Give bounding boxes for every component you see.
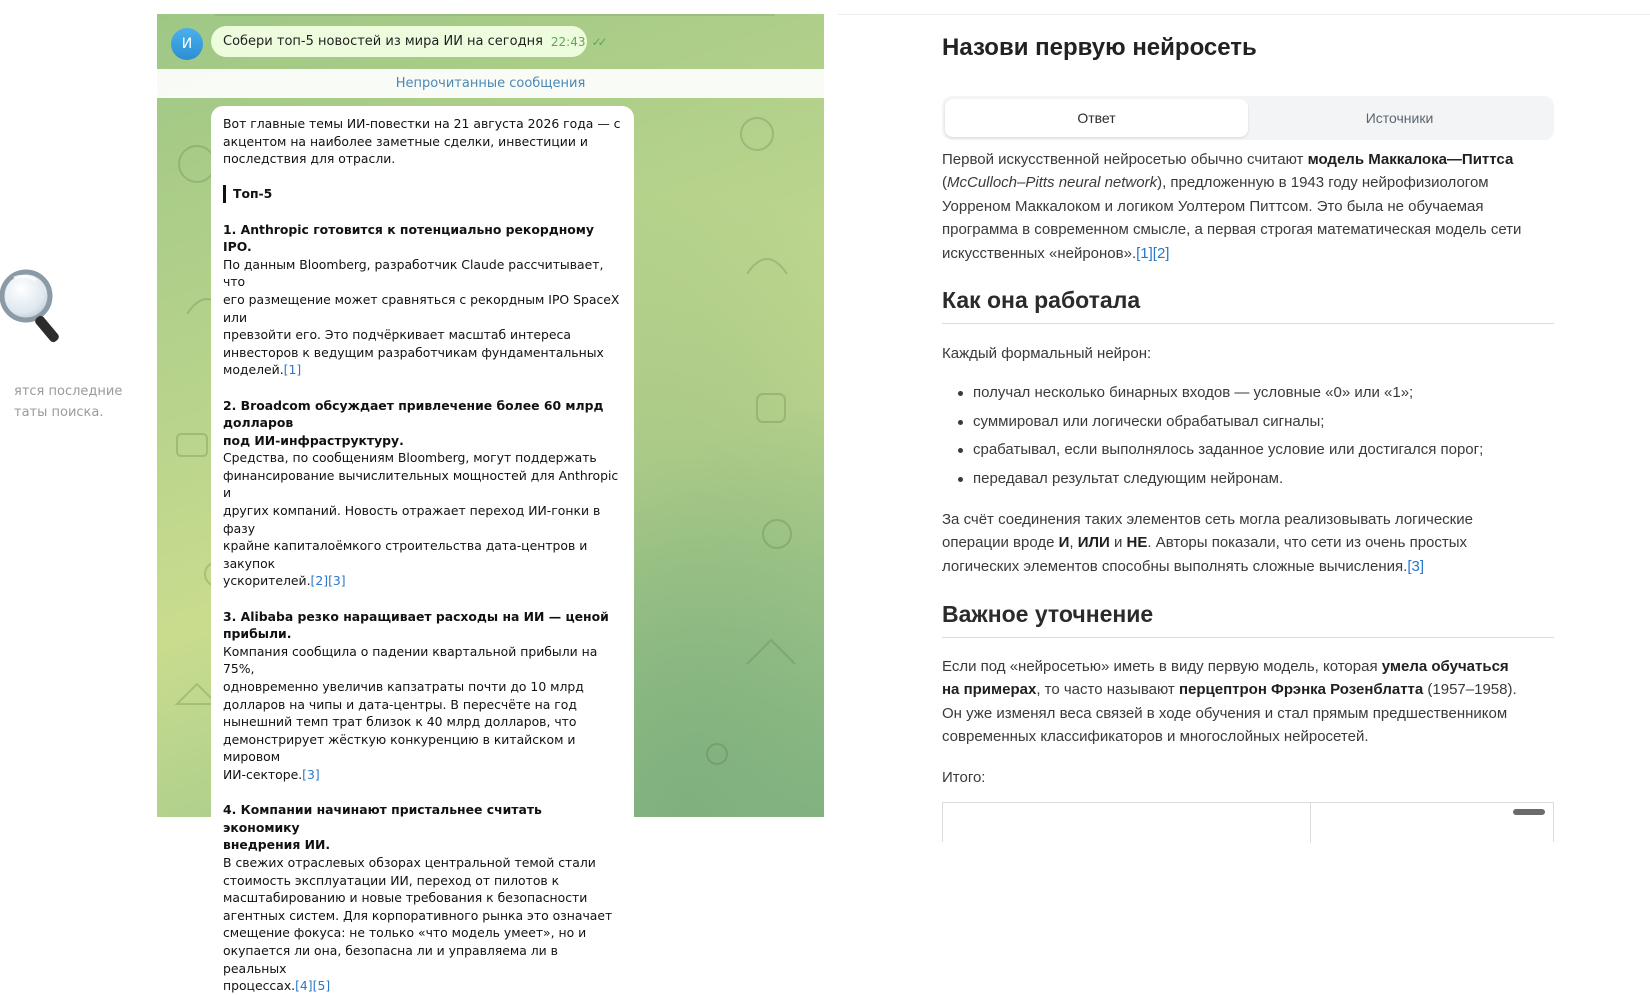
- citation-link[interactable]: [1]: [283, 362, 302, 378]
- table-column-divider: [1310, 803, 1311, 843]
- answer-tabs: [942, 96, 1554, 140]
- outgoing-message[interactable]: [211, 26, 604, 57]
- summary-table: [942, 802, 1554, 842]
- citation-link[interactable]: [2][3]: [310, 573, 346, 589]
- read-checkmarks-icon: ✓✓: [591, 34, 604, 49]
- table-scrollbar[interactable]: [1513, 809, 1545, 815]
- tab-sources[interactable]: Источники: [1365, 110, 1434, 126]
- magnifier-icon: [14, 270, 74, 352]
- neuron-properties-list: [942, 379, 1554, 493]
- question-title: Назови первую нейросеть: [942, 34, 1257, 61]
- answer-paragraph-3: За счёт соединения таких элементов сеть могла реализовывать логические операции вроде И, ИЛИ и НЕ. Авторы показали, что сети из очень простых логических элементов способны выполнять сложные вычисления.[3]: [942, 511, 1473, 575]
- message-time: 22:43: [550, 34, 586, 49]
- previous-message-edge: [215, 14, 775, 16]
- answer-panel: [942, 14, 1562, 825]
- answer-paragraph-1: Первой искусственной нейросетью обычно считают модель Маккалока—Питтса (McCulloch–Pitts neural network), предложенную в 1943 году нейрофизиологом Уорреном Маккалоком и логиком Уолтером Питтсом. Это была не обучаемая программа в современном смысле, а первая строгая математическая модель сети искусственных «нейронов».[1][2]: [942, 151, 1522, 262]
- section-heading-note: Важное уточнение: [942, 601, 1554, 638]
- answer-paragraph-4: Если под «нейросетью» иметь в виду первую модель, которая умела обучаться на примерах, то часто называют перцептрон Фрэнка Розенблатта (1957–1958). Он уже изменял веса связей в ходе обучения и стал прямым предшественником современных классификаторов и многослойных нейросетей.: [942, 658, 1517, 746]
- section-heading: Топ-5: [223, 185, 622, 203]
- search-hint-text: [14, 381, 156, 423]
- unread-messages-divider: Непрочитанные сообщения: [157, 69, 824, 98]
- answer-paragraph-5: Итого:: [942, 769, 986, 786]
- telegram-chat[interactable]: [157, 14, 824, 994]
- list-item: передавал результат следующим нейронам.: [942, 465, 1554, 494]
- user-avatar[interactable]: И: [171, 28, 203, 60]
- tab-answer[interactable]: Ответ: [945, 99, 1248, 137]
- search-hint-line: таты поиска.: [14, 405, 104, 420]
- list-item: срабатывал, если выполнялось заданное условие или достигался порог;: [942, 436, 1554, 465]
- answer-paragraph-2: Каждый формальный нейрон:: [942, 345, 1152, 362]
- list-item: получал несколько бинарных входов — условные «0» или «1»;: [942, 379, 1554, 408]
- news-item-1: 1. Anthropic готовится к потенциально рекордному IPO. По данным Bloomberg, разработчик Claude рассчитывает, что его размещение может сравняться с рекордным IPO SpaceX или превзойти его. Это подчёркивает масштаб интереса инвесторов к ведущим разработчикам фундаментальных моделей.[1]: [223, 221, 620, 378]
- outgoing-message-text: Собери топ-5 новостей из мира ИИ на сегодня: [223, 34, 543, 49]
- news-item-2: 2. Broadcom обсуждает привлечение более 60 млрд долларов под ИИ-инфраструктуру. Средства, по сообщениям Bloomberg, могут поддержать финансирование вычислительных мощностей для Anthropic и других компаний. Новость отражает переход ИИ-гонки в фазу крайне капиталоёмкого строительства дата-центров и закупок ускорителей.[2][3]: [223, 397, 619, 589]
- news-item-4: 4. Компании начинают пристальнее считать экономику внедрения ИИ. В свежих отраслевых обзорах центральной темой стали стоимость эксплуатации ИИ, переход от пилотов к масштабированию и новые требования к безопасности агентных систем. Для корпоративного рынка это означает смещение фокуса: не только «что модель умеет», но и окупается ли она, безопасна ли и управляема ли в реальных процессах.[4][5]: [223, 802, 613, 994]
- incoming-message[interactable]: [211, 106, 634, 994]
- search-hint-line: ятся последние: [14, 384, 123, 399]
- search-panel-fragment: [0, 0, 157, 825]
- news-item-3: 3. Alibaba резко наращивает расходы на ИИ — ценой прибыли. Компания сообщила о падении квартальной прибыли на 75%, одновременно увеличив капзатраты почти до 10 млрд долларов на чипы и дата-центры. В пересчёте на год нынешний темп трат близок к 40 млрд долларов, что демонстрирует жёсткую конкуренцию в китайском и мировом ИИ-секторе.[3]: [223, 608, 609, 782]
- list-item: суммировал или логически обрабатывал сигналы;: [942, 408, 1554, 437]
- section-heading-how: Как она работала: [942, 287, 1554, 324]
- citation-link[interactable]: [4][5]: [295, 978, 331, 994]
- citation-link[interactable]: [3]: [1407, 557, 1424, 575]
- citation-link[interactable]: [3]: [302, 766, 320, 782]
- message-intro: Вот главные темы ИИ-повестки на 21 августа 2026 года — с акцентом на наиболее заметные сделки, инвестиции и последствия для отрасли.: [223, 116, 621, 167]
- citation-link[interactable]: [1][2]: [1136, 244, 1170, 262]
